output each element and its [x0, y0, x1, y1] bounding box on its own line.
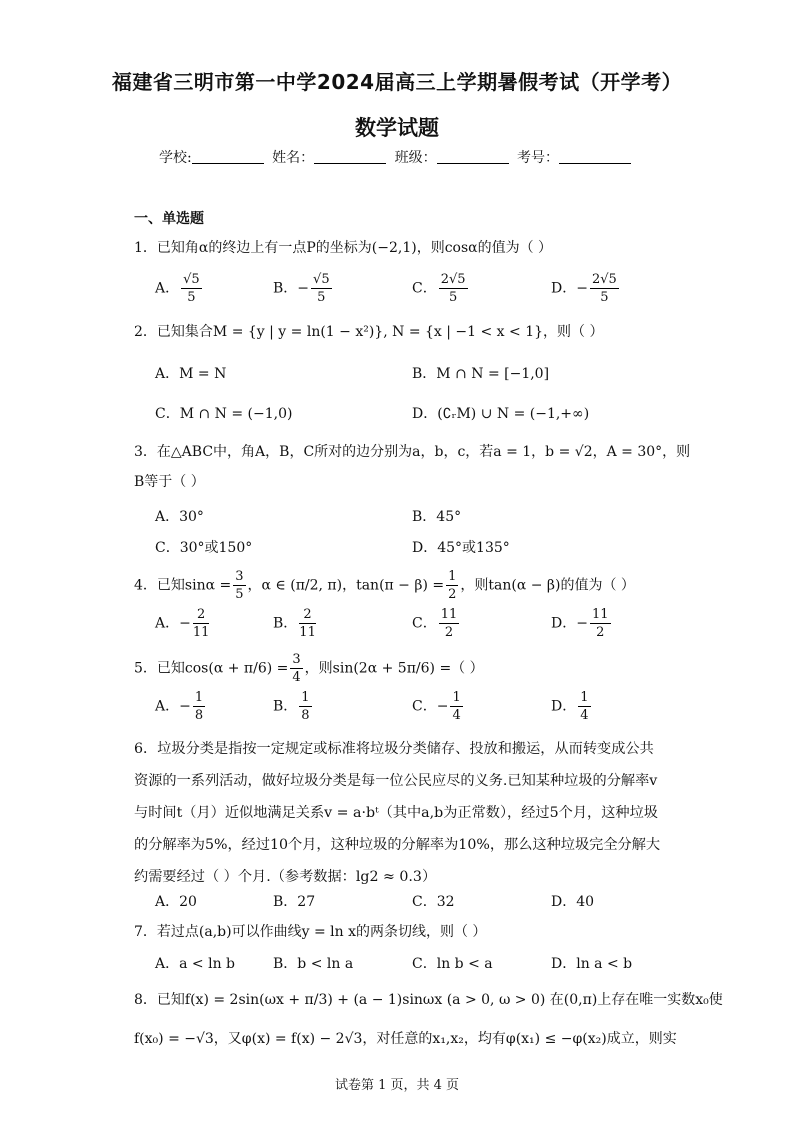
- q5-a-fraction: [193, 689, 205, 724]
- exam-no-label: 考号：: [517, 150, 560, 166]
- q1-b-fraction: [311, 271, 332, 306]
- q1-d-den: 5: [600, 290, 609, 305]
- q1-a-label: A．: [155, 280, 180, 297]
- q1-a-den: 5: [187, 290, 196, 305]
- q5-option-b: [273, 689, 314, 724]
- q4-c-label: C．: [412, 615, 437, 632]
- q4-stem-pre: 4．已知sinα =: [134, 577, 232, 594]
- q5-option-a: [155, 689, 207, 724]
- q6-option-b: B．27: [273, 894, 316, 910]
- q5-c-fraction: [450, 689, 462, 724]
- student-info-line: [0, 147, 794, 167]
- q2-option-a: A．M = N: [155, 366, 227, 382]
- q1-a-num: √5: [183, 272, 200, 287]
- school-label: 学校:: [158, 150, 192, 166]
- q5-d-den: 4: [580, 708, 589, 723]
- q5-b-label: B．: [273, 698, 298, 715]
- q5-d-num: 1: [580, 690, 589, 705]
- class-label: 班级：: [394, 150, 437, 166]
- q3-option-d: D．45°或135°: [412, 540, 510, 556]
- q1-option-b: [273, 271, 334, 306]
- question-3-stem-line1: 3．在△ABC中，角A，B，C所对的边分别为a，b，c，若a = 1，b = √2，A = 30°，则: [134, 444, 691, 460]
- q1-option-a: [155, 271, 204, 306]
- question-6-stem: 6．垃圾分类是指按一定规定或标准将垃圾分类储存、投放和搬运，从而转变成公共资源的一系列活动，做好垃圾分类是每一位公民应尽的义务.已知某种垃圾的分解率v与时间t（月）近似地满足关系v = a·bᵗ（其中a,b为正常数），经过5个月，这种垃圾的分解率为5%，经过10个月，这种垃圾的分解率为10%，那么这种垃圾完全分解大约需要经过（ ）个月.（参考数据：lg2 ≈ 0.3）: [134, 741, 661, 885]
- q4-f1-num: 3: [235, 569, 244, 584]
- exam-subtitle: 数学试题: [355, 116, 439, 140]
- q6-option-a: A．20: [155, 894, 197, 910]
- q7-option-c: C．ln b < a: [412, 956, 493, 972]
- question-3-stem-line2: B等于（ ）: [134, 474, 205, 490]
- question-2-stem: 2．已知集合M = {y | y = ln(1 − x²)}, N = {x | −1 < x < 1}，则（ ）: [134, 324, 604, 340]
- q4-option-b: [273, 606, 318, 641]
- question-5-stem: [134, 651, 484, 686]
- q1-b-den: 5: [317, 290, 326, 305]
- q4-a-num: 2: [193, 606, 210, 624]
- q5-option-d: [551, 689, 593, 724]
- q4-option-d: [551, 606, 613, 641]
- q4-d-label: D．−: [551, 615, 588, 632]
- q5-d-label: D．: [551, 698, 577, 715]
- q5-b-num: 1: [301, 690, 310, 705]
- q4-b-label: B．: [273, 615, 298, 632]
- q4-c-fraction: [439, 606, 460, 641]
- q5-stem-post: ，则sin(2α + 5π/6) =（ ）: [304, 660, 484, 677]
- question-7-stem: 7．若过点(a,b)可以作曲线y = ln x的两条切线，则（ ）: [134, 924, 487, 940]
- q4-b-den: 11: [299, 625, 316, 640]
- q4-d-den: 2: [596, 625, 605, 640]
- q6-option-c: C．32: [412, 894, 455, 910]
- q4-f2-num: 1: [448, 569, 457, 584]
- q5-c-den: 4: [452, 708, 461, 723]
- q5-a-num: 1: [194, 690, 204, 705]
- q5-c-label: C．−: [412, 698, 449, 715]
- q5-d-fraction: [578, 689, 590, 724]
- q4-a-label: A．−: [155, 615, 191, 632]
- q5-option-c: [412, 689, 465, 724]
- q4-stem-fraction-1: [233, 568, 245, 603]
- q1-c-label: C．: [412, 280, 437, 297]
- q7-option-b: B．b < ln a: [273, 956, 354, 972]
- q3-option-b: B．45°: [412, 509, 462, 525]
- q5-f-den: 4: [292, 670, 301, 685]
- page-footer: 试卷第 1 页，共 4 页: [334, 1078, 460, 1093]
- q2-option-b: B．M ∩ N = [−1,0]: [412, 366, 550, 382]
- q1-d-label: D．−: [551, 280, 588, 297]
- q5-a-label: A．−: [155, 698, 191, 715]
- q5-stem-fraction: [290, 651, 302, 686]
- q4-c-num: 11: [440, 607, 458, 622]
- q2-option-c: C．M ∩ N = (−1,0): [155, 406, 293, 422]
- name-blank[interactable]: [314, 149, 386, 164]
- q4-a-fraction: [193, 606, 210, 641]
- q4-option-c: [412, 606, 461, 641]
- q7-option-a: A．a < ln b: [155, 956, 235, 972]
- name-label: 姓名：: [272, 150, 315, 166]
- q5-c-num: 1: [452, 690, 461, 705]
- q4-b-num: 2: [299, 606, 316, 624]
- q4-b-fraction: [299, 606, 316, 641]
- q7-option-d: D．ln a < b: [551, 956, 633, 972]
- q4-a-den: 11: [192, 625, 210, 640]
- section-title: 一、单选题: [134, 211, 204, 227]
- q6-option-d: D．40: [551, 894, 595, 910]
- q1-d-num: 2√5: [591, 272, 617, 287]
- q5-stem-pre: 5．已知cos(α + π/6) =: [134, 660, 289, 677]
- q4-f1-den: 5: [235, 587, 244, 602]
- q4-d-num: 11: [591, 607, 609, 622]
- q5-a-den: 8: [194, 708, 204, 723]
- q1-option-c: [412, 271, 470, 306]
- q4-stem-fraction-2: [446, 568, 458, 603]
- question-8-line1: 8．已知f(x) = 2sin(ωx + π/3) + (a − 1)sinωx (a > 0, ω > 0) 在(0,π)上存在唯一实数x₀使: [134, 992, 723, 1008]
- q3-option-c: C．30°或150°: [155, 540, 253, 556]
- exam-title: 福建省三明市第一中学2024届高三上学期暑假考试（开学考）: [111, 70, 683, 94]
- question-4-stem: [134, 568, 635, 603]
- q4-stem-mid: ，α ∈ (π/2, π)，tan(π − β) =: [247, 577, 445, 594]
- class-blank[interactable]: [437, 149, 509, 164]
- q1-c-den: 5: [448, 290, 458, 305]
- q2-option-d: D．(∁ᵣM) ∪ N = (−1,+∞): [412, 406, 590, 422]
- q1-c-fraction: [439, 271, 468, 306]
- q4-d-fraction: [590, 606, 611, 641]
- q1-b-label: B．−: [273, 280, 310, 297]
- q3-option-a: A．30°: [155, 509, 204, 525]
- school-blank[interactable]: [192, 149, 264, 164]
- q4-stem-post: ，则tan(α − β)的值为（ ）: [460, 577, 635, 594]
- q1-c-num: 2√5: [440, 272, 466, 287]
- q1-option-d: [551, 271, 621, 306]
- q5-b-den: 8: [301, 708, 310, 723]
- q1-b-num: √5: [313, 272, 330, 287]
- q1-d-fraction: [590, 271, 619, 306]
- exam-no-blank[interactable]: [559, 149, 631, 164]
- question-8-line2: f(x₀) = −√3，又φ(x) = f(x) − 2√3，对任意的x₁,x₂，均有φ(x₁) ≤ −φ(x₂)成立，则实: [134, 1031, 677, 1047]
- q4-f2-den: 2: [448, 587, 457, 602]
- q4-c-den: 2: [444, 625, 454, 640]
- q5-b-fraction: [299, 689, 311, 724]
- q4-option-a: [155, 606, 211, 641]
- question-1-stem: 1．已知角α的终边上有一点P的坐标为(−2,1)，则cosα的值为（ ）: [134, 240, 553, 256]
- q5-f-num: 3: [292, 652, 301, 667]
- q1-a-fraction: [181, 271, 202, 306]
